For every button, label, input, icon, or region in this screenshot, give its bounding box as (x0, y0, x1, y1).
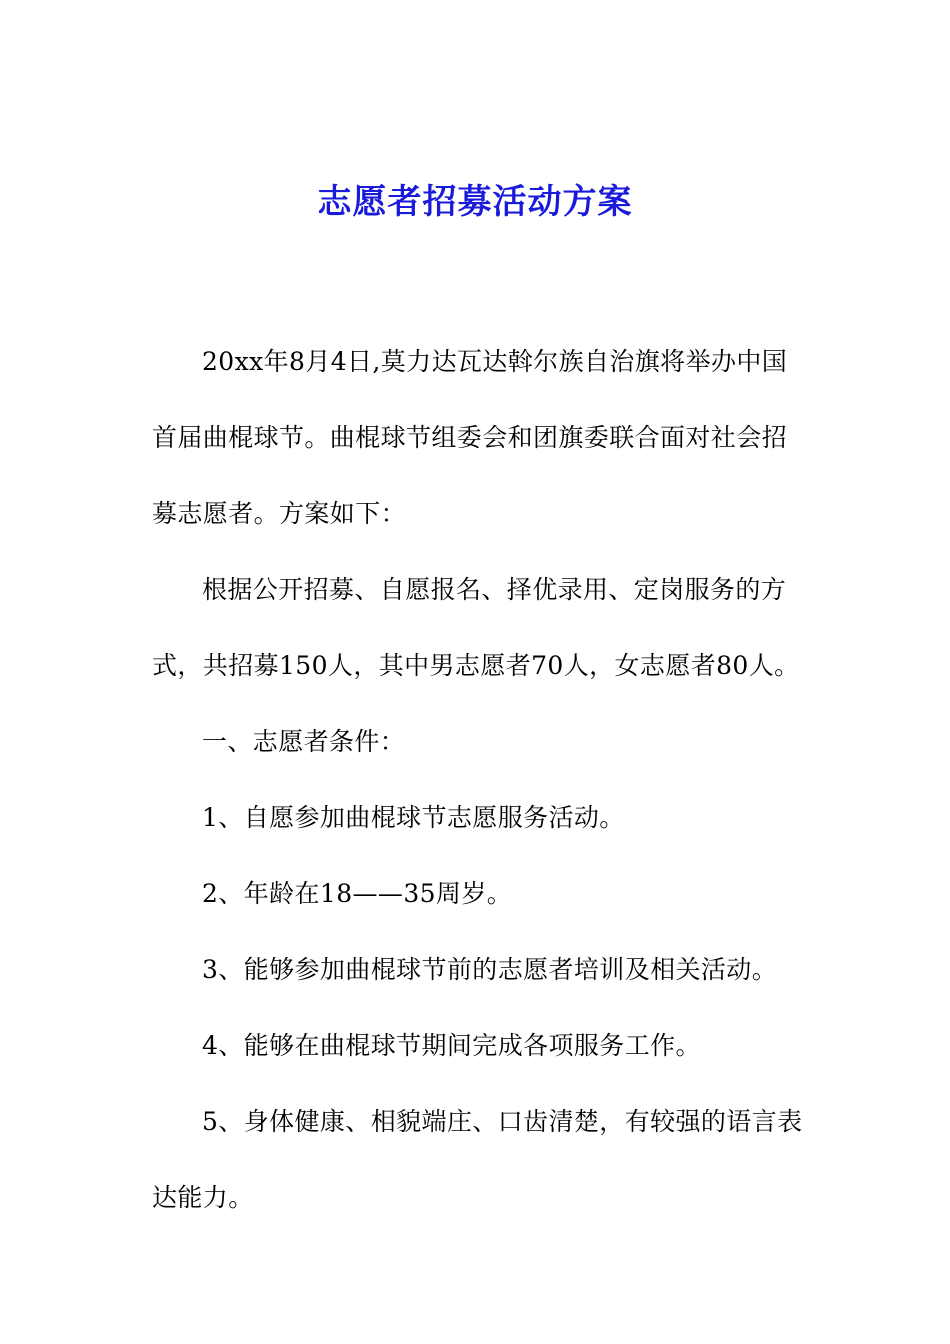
document-body (152, 324, 812, 1236)
condition-item-1: 1、自愿参加曲棍球节志愿服务活动。 (202, 803, 625, 832)
condition-item-4: 4、能够在曲棍球节期间完成各项服务工作。 (202, 1031, 701, 1060)
condition-item-2: 2、年龄在18——35周岁。 (202, 879, 513, 908)
condition-item-3: 3、能够参加曲棍球节前的志愿者培训及相关活动。 (202, 955, 778, 984)
document-title: 志愿者招募活动方案 (317, 182, 633, 222)
condition-item-5: 5、身体健康、相貌端庄、口齿清楚，有较强的语言表达能力。 (152, 1107, 803, 1212)
paragraph-intro: 20xx年8月4日,莫力达瓦达斡尔族自治旗将举办中国首届曲棍球节。曲棍球节组委会和团旗委联合面对社会招募志愿者。方案如下： (152, 347, 788, 528)
section-heading-conditions: 一、志愿者条件： (202, 727, 406, 756)
paragraph-recruitment-method: 根据公开招募、自愿报名、择优录用、定岗服务的方式，共招募150人，其中男志愿者70人，女志愿者80人。 (152, 575, 800, 680)
